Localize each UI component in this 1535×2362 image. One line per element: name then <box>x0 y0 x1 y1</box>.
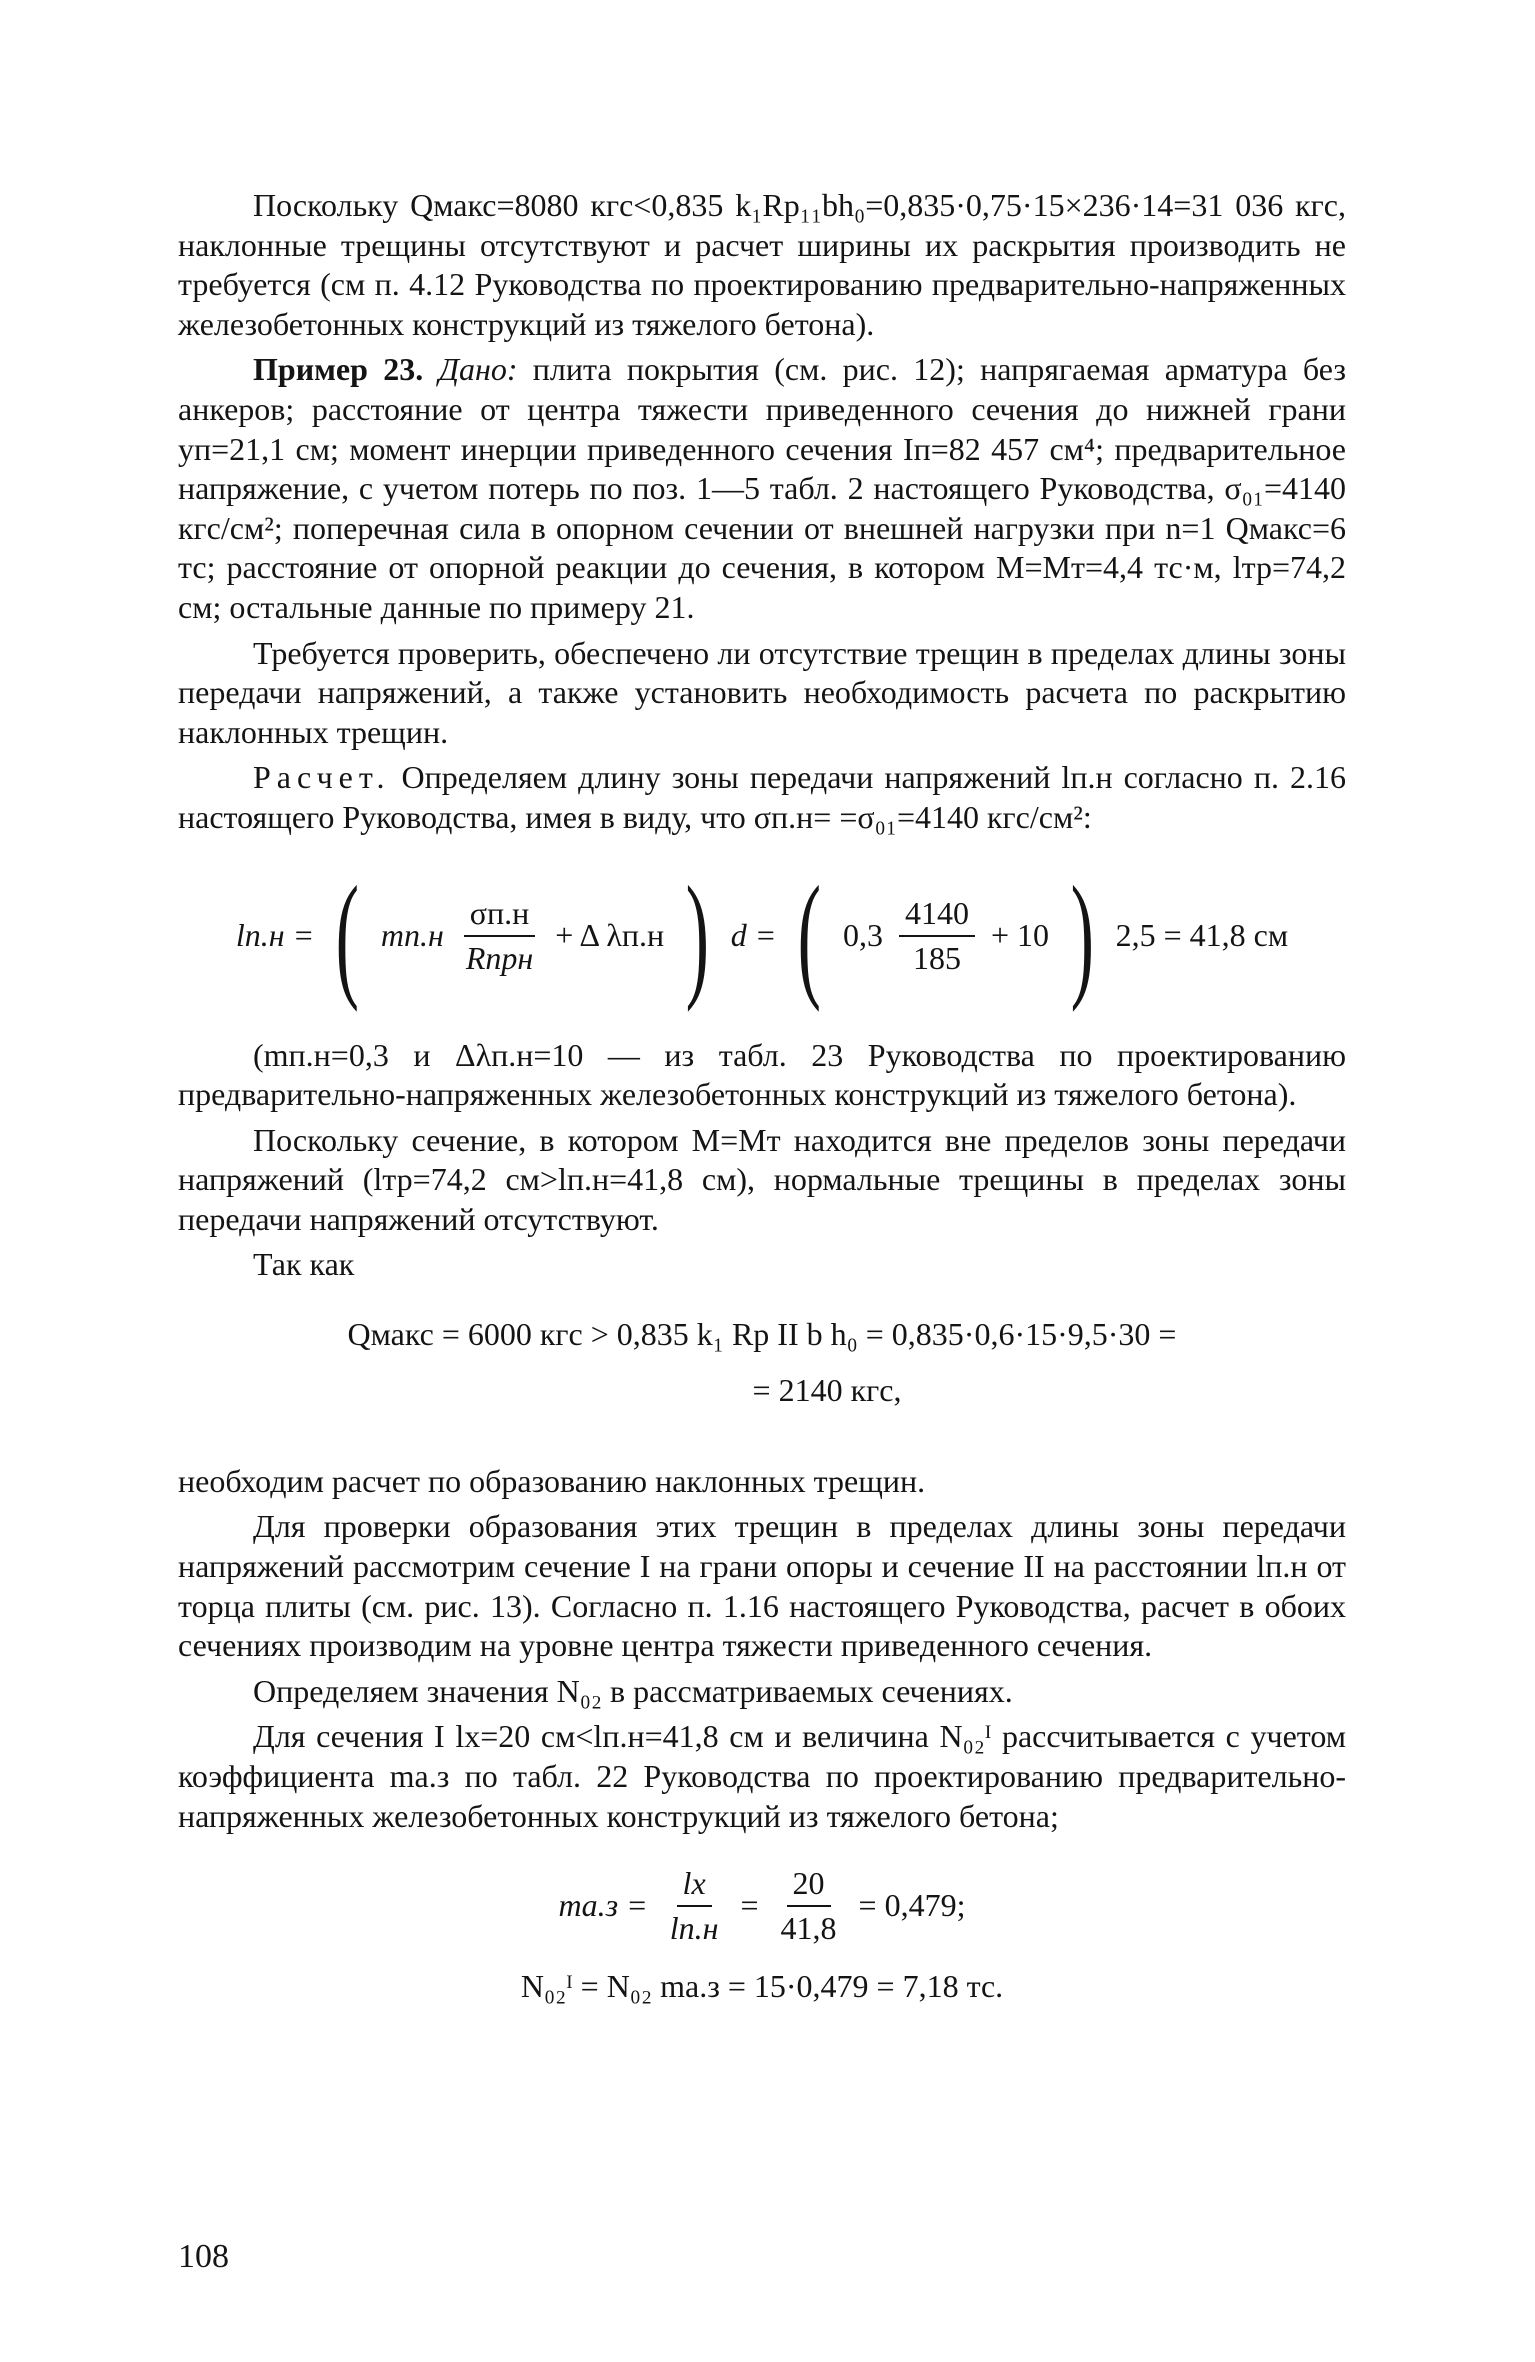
paragraph-6: Поскольку сечение, в котором M=Mт находится вне пределов зоны передачи напряжений (lтр=74,2 см>lп.н=41,8 см), нормальные трещины в пределах зоны передачи напряжений отсутствуют. <box>178 1121 1346 1237</box>
fraction-denominator-2: 185 <box>912 939 961 976</box>
fraction-20-num: 20 <box>787 1864 831 1906</box>
paragraph-5: (mп.н=0,3 и Δλп.н=10 — из табл. 23 Руководства по проектированию предварительно-напряженных железобетонных конструкций из тяжелого бетона). <box>178 1036 1346 1113</box>
paren-open-2: ( <box>797 857 822 1013</box>
formula-m-az-result: = 0,479; <box>858 1887 966 1924</box>
formula-coef: 0,3 <box>842 917 883 954</box>
formula-d: d = <box>730 917 777 954</box>
paragraph-7: Так как <box>253 1246 355 1283</box>
page-content <box>178 186 1346 2027</box>
formula-qmax-line2: = 2140 кгс, <box>752 1372 902 1409</box>
paragraph-11: Для сечения I lx=20 см<lп.н=41,8 см и величина N₀₂ᴵ рассчитывается с учетом коэффициента mа.з по табл. 22 Руководства по проектированию предварительно-напряженных железобетонных конструкций из тяжелого бетона; <box>178 1718 1346 1834</box>
formula-result: 2,5 = 41,8 см <box>1115 917 1289 954</box>
example-text: плита покрытия (см. рис. 12); напрягаемая арматура без анкеров; расстояние от центра тяжести приведенного сечения до нижней грани yп=21,1 см; момент инерции приведенного сечения Iп=82 457 см⁴; предварительное напряжение, с учетом потерь по поз. 1—5 табл. 2 настоящего Руководства, σ₀₁=4140 кгс/см²; поперечная сила в опорном сечении от внешней нагрузки при n=1 Qмакс=6 тс; расстояние от опорной реакции до сечения, в котором M=Mт=4,4 тс·м, lтр=74,2 см; остальные данные по примеру 21. <box>178 351 1347 625</box>
fraction-numeric <box>899 894 975 977</box>
formula-plus-lambda: + Δ λп.н <box>555 917 665 954</box>
page-number: 108 <box>178 2238 229 2275</box>
calculation-text: Определяем длину зоны передачи напряжений lп.н согласно п. 2.16 настоящего Руководства, имея в виду, что σп.н= =σ₀₁=4140 кгс/см²: <box>178 759 1347 835</box>
example-label: Пример 23. <box>253 351 424 388</box>
formula-plus-ten: + 10 <box>990 917 1049 954</box>
formula-qmax-line1: Qмакс = 6000 кгс > 0,835 k₁ Rр II b h₀ = 0,835·0,6·15·9,5·30 = <box>347 1316 1177 1353</box>
formula-m: mп.н <box>380 917 444 954</box>
fraction-numerator: σп.н <box>464 894 536 936</box>
formula-m-az-lhs: mа.з = <box>558 1887 648 1924</box>
paragraph-example-23 <box>178 350 1346 627</box>
formula-transfer-length <box>178 857 1346 1013</box>
paragraph-calculation <box>178 758 1346 837</box>
paragraph-9: Для проверки образования этих трещин в пределах длины зоны передачи напряжений рассмотрим сечение I на грани опоры и сечение II на расстоянии lп.н от торца плиты (см. рис. 13). Согласно п. 1.16 настоящего Руководства, расчет в обоих сечениях производим на уровне центра тяжести приведенного сечения. <box>178 1508 1346 1664</box>
paragraph-8: необходим расчет по образованию наклонных трещин. <box>178 1462 926 1499</box>
fraction-20-den: 41,8 <box>780 1909 837 1946</box>
fraction-denominator: Rпрн <box>465 939 534 976</box>
fraction-lx <box>664 1864 725 1947</box>
paragraph-3: Требуется проверить, обеспечено ли отсутствие трещин в пределах длины зоны передачи напряжений, а также установить необходимость расчета по раскрытию наклонных трещин. <box>178 634 1346 750</box>
formula-lhs: lп.н = <box>235 917 315 954</box>
fraction-numerator-2: 4140 <box>899 894 975 936</box>
formula-m-az <box>178 1864 1346 1947</box>
given-label: Дано: <box>438 351 518 388</box>
formula-qmax <box>178 1315 1346 1410</box>
fraction-sigma <box>460 894 539 977</box>
fraction-lx-num: lx <box>677 1864 712 1906</box>
paren-close-2: ) <box>1070 857 1094 1013</box>
paragraph-1: Поскольку Qмакс=8080 кгс<0,835 k₁Rр₁₁bh₀=0,835·0,75·15×236·14=31 036 кгс, наклонные трещины отсутствуют и расчет ширины их раскрытия производить не требуется (см п. 4.12 Руководства по проектированию предварительно-напряженных железобетонных конструкций из тяжелого бетона). <box>178 187 1346 342</box>
fraction-20 <box>775 1864 843 1947</box>
paren-close: ) <box>685 857 710 1013</box>
paren-open: ( <box>335 857 360 1013</box>
calculation-label: Расчет. <box>253 759 391 796</box>
paragraph-10: Определяем значения N₀₂ в рассматриваемых сечениях. <box>253 1672 1013 1709</box>
fraction-lx-den: lп.н <box>669 1909 719 1946</box>
formula-n02: N₀₂ᴵ = N₀₂ mа.з = 15·0,479 = 7,18 тс. <box>520 1967 1004 2004</box>
formula-m-az-eq: = <box>740 1887 759 1924</box>
